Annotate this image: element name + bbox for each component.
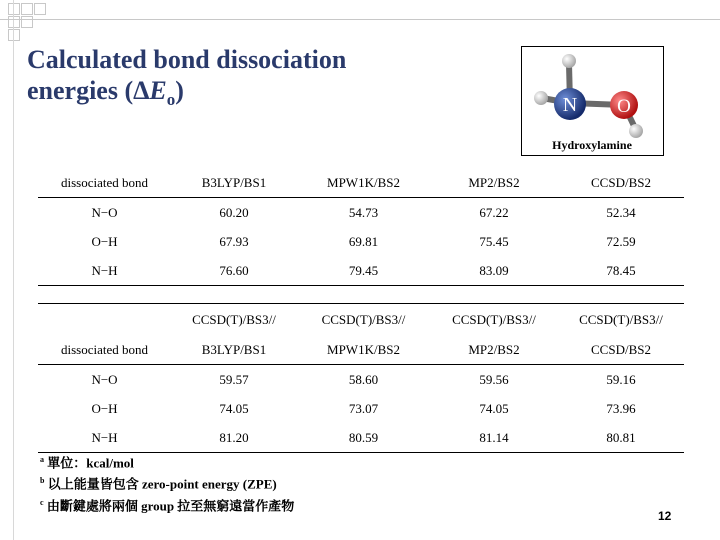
footnote-text: 由斷鍵處將兩個 group 拉至無窮遠當作產物 <box>46 497 295 513</box>
value-cell: 74.05 <box>479 400 509 416</box>
footnote <box>40 494 294 515</box>
hydrogen-atom-right <box>629 124 643 138</box>
nitrogen-label: N <box>562 94 578 116</box>
value-cell: 52.34 <box>606 204 636 220</box>
footnote-text: 單位：kcal/mol <box>47 455 134 471</box>
bond-cell: N−H <box>38 423 171 453</box>
title-energy-symbol: E <box>149 76 167 105</box>
table-pre-header-row <box>38 304 684 336</box>
header-cell: dissociated bond <box>38 168 171 198</box>
footnotes <box>40 451 294 515</box>
value-cell: 78.45 <box>558 256 684 286</box>
header-cell: B3LYP/BS1 <box>171 335 297 365</box>
title-suffix: ) <box>175 76 184 105</box>
value-cell: 73.96 <box>606 400 636 416</box>
bond-cell: N−H <box>38 256 171 286</box>
header-cell: MP2/BS2 <box>430 168 558 198</box>
value-cell: 67.93 <box>219 233 249 249</box>
footnote <box>40 451 294 472</box>
table-row <box>38 227 684 256</box>
molecule-caption: Hydroxylamine <box>552 138 632 152</box>
title-subscript: o <box>166 90 176 110</box>
decorative-squares <box>0 0 60 45</box>
value-cell: 73.07 <box>348 400 379 416</box>
value-cell: 60.20 <box>219 204 249 220</box>
value-cell: 58.60 <box>348 371 379 387</box>
bde-table-single-point <box>38 303 684 453</box>
value-cell: 81.14 <box>430 423 558 453</box>
hydrogen-atom-left <box>534 91 548 105</box>
value-cell: 54.73 <box>348 204 379 220</box>
bond-cell: N−O <box>91 371 118 387</box>
value-cell: 81.20 <box>171 423 297 453</box>
value-cell: 76.60 <box>171 256 297 286</box>
bond-cell: N−O <box>91 204 118 220</box>
value-cell: 80.59 <box>297 423 430 453</box>
header-cell: CCSD(T)/BS3// <box>171 304 297 336</box>
header-cell: CCSD/BS2 <box>558 168 684 198</box>
value-cell: 69.81 <box>348 233 379 249</box>
title-line-1: Calculated bond dissociation <box>27 45 347 74</box>
title-prefix: energies (Δ <box>27 76 150 105</box>
top-divider <box>0 19 720 20</box>
left-divider <box>13 0 14 540</box>
header-cell: CCSD/BS2 <box>558 335 684 365</box>
bond-cell: O−H <box>91 233 118 249</box>
footnote-mark: c <box>40 497 44 507</box>
value-cell: 59.16 <box>606 371 636 387</box>
header-cell: CCSD(T)/BS3// <box>558 304 684 336</box>
table-header-row <box>38 335 684 365</box>
table-header-row <box>38 168 684 198</box>
value-cell: 59.56 <box>479 371 509 387</box>
header-cell: MPW1K/BS2 <box>297 168 430 198</box>
value-cell: 72.59 <box>606 233 636 249</box>
title-line-2 <box>27 75 346 115</box>
table-row <box>38 198 684 228</box>
header-cell: MP2/BS2 <box>430 335 558 365</box>
header-cell: B3LYP/BS1 <box>171 168 297 198</box>
bde-table-optimized <box>38 168 684 286</box>
value-cell: 74.05 <box>219 400 249 416</box>
slide-title <box>27 44 346 115</box>
footnote-mark: a <box>40 455 44 464</box>
table-row <box>38 423 684 453</box>
value-cell: 79.45 <box>297 256 430 286</box>
value-cell: 83.09 <box>430 256 558 286</box>
bond-cell: O−H <box>91 400 118 416</box>
header-cell: CCSD(T)/BS3// <box>430 304 558 336</box>
value-cell: 80.81 <box>558 423 684 453</box>
hydrogen-atom-top <box>562 54 576 68</box>
value-cell: 75.45 <box>479 233 509 249</box>
footnote-text: 以上能量皆包含 zero-point energy (ZPE) <box>47 476 277 492</box>
value-cell: 67.22 <box>479 204 509 220</box>
oxygen-label: O <box>617 96 631 117</box>
molecule-figure <box>521 46 664 156</box>
table-row <box>38 394 684 423</box>
value-cell: 59.57 <box>219 371 249 387</box>
header-cell: dissociated bond <box>38 335 171 365</box>
header-cell <box>38 304 171 336</box>
header-cell: MPW1K/BS2 <box>297 335 430 365</box>
footnote <box>40 472 294 493</box>
table-row <box>38 256 684 286</box>
page-number: 12 <box>658 509 672 523</box>
footnote-mark: b <box>40 476 45 486</box>
table-row <box>38 365 684 395</box>
header-cell: CCSD(T)/BS3// <box>297 304 430 336</box>
